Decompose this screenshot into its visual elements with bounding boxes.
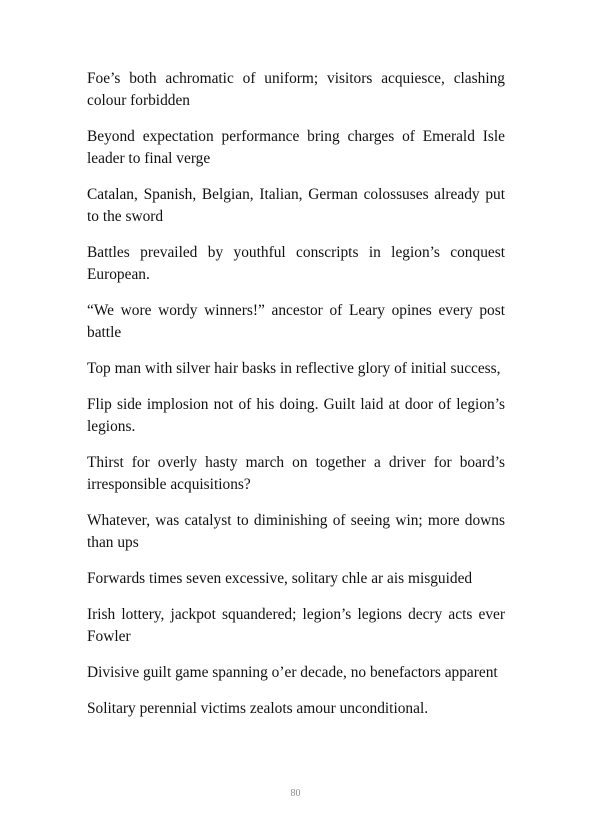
stanza-10: Forwards times seven excessive, solitary chle ar ais misguided xyxy=(87,570,473,587)
stanza-2: Beyond expectation performance bring charges of Emerald Isle leader to final verge xyxy=(87,128,505,167)
stanza-1: Foe’s both achromatic of uniform; visitors acquiesce, clashing colour forbidden xyxy=(87,70,505,109)
stanza-7: Flip side implosion not of his doing. Guilt laid at door of legion’s legions. xyxy=(87,396,505,435)
stanza-8: Thirst for overly hasty march on together a driver for board’s irresponsible acquisitions? xyxy=(87,454,505,493)
stanza-13: Solitary perennial victims zealots amour unconditional. xyxy=(87,700,429,717)
stanza-12: Divisive guilt game spanning o’er decade, no benefactors apparent xyxy=(87,664,498,681)
stanza-3: Catalan, Spanish, Belgian, Italian, German colossuses already put to the sword xyxy=(87,186,505,225)
stanza-5: “We wore wordy winners!” ancestor of Leary opines every post battle xyxy=(87,302,505,341)
stanza-6: Top man with silver hair basks in reflective glory of initial success, xyxy=(87,360,501,377)
page-number: 80 xyxy=(290,788,301,799)
poem-body xyxy=(87,68,505,734)
stanza-11: Irish lottery, jackpot squandered; legion’s legions decry acts ever Fowler xyxy=(87,606,505,645)
stanza-9: Whatever, was catalyst to diminishing of seeing win; more downs than ups xyxy=(87,512,505,551)
stanza-4: Battles prevailed by youthful conscripts in legion’s conquest European. xyxy=(87,244,505,283)
